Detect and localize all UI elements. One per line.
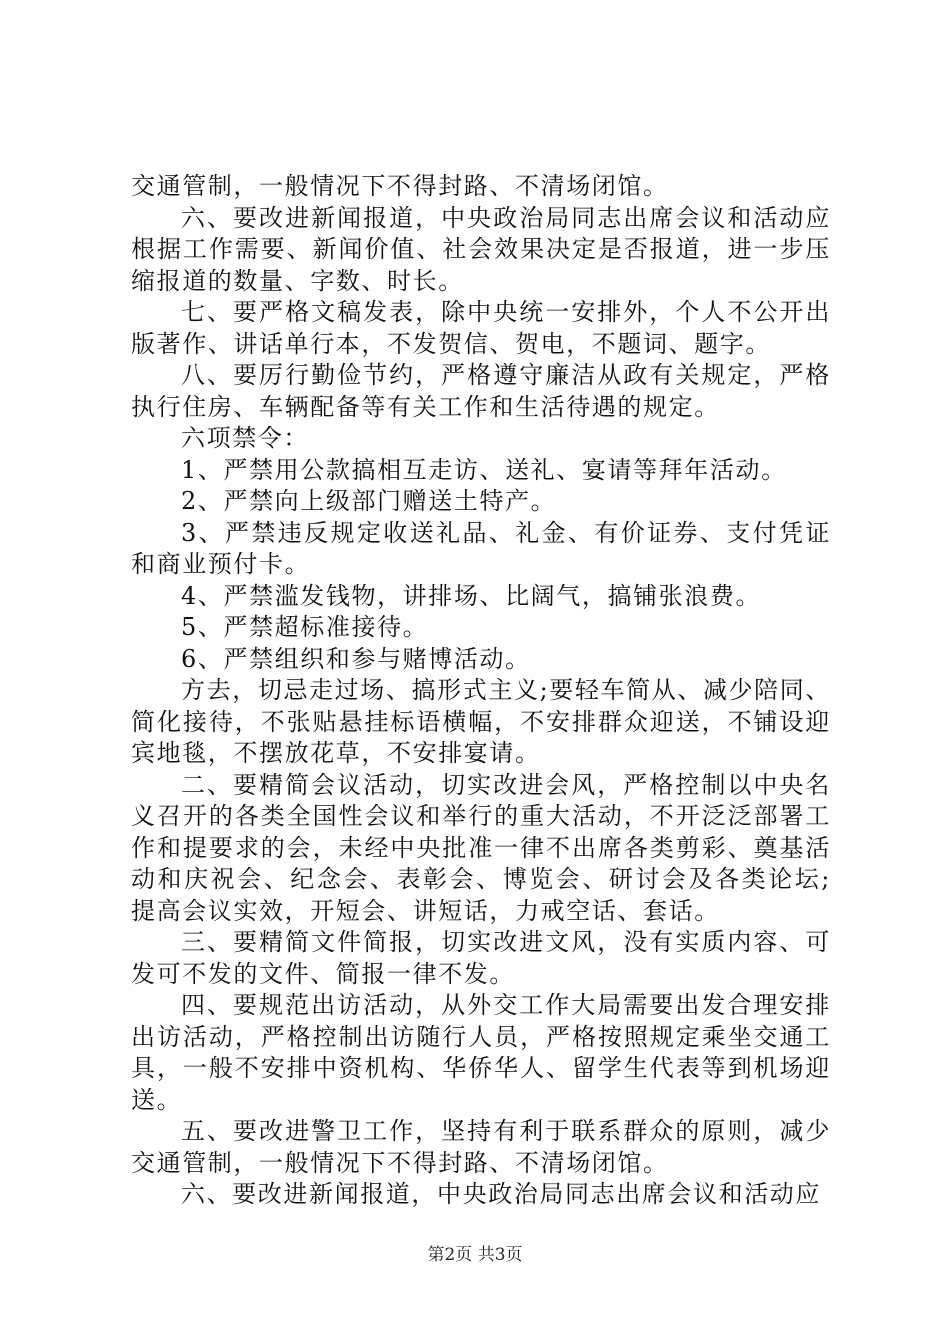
paragraph-item-6-news-repeat: 六、要改进新闻报道，中央政治局同志出席会议和活动应 [181,1180,821,1208]
ban-item-4: 4、严禁滥发钱物，讲排场、比阔气，搞铺张浪费。 [181,581,762,610]
paragraph-continuation: 交通管制，一般情况下不得封路、不清场闭馆。 [131,172,669,200]
paragraph-item-7-manuscripts: 七、要严格文稿发表，除中央统一安排外，个人不公开出版著作、讲话单行本，不发贺信、贺电，不题词、题字。 [131,298,831,358]
document-body [131,171,831,1211]
section-heading-six-bans: 六项禁令： [181,424,309,452]
ban-item-2: 2、严禁向上级部门赠送土特产。 [181,487,557,515]
ban-item-6: 6、严禁组织和参与赌博活动。 [181,644,531,673]
paragraph-item-2-meetings: 二、要精简会议活动，切实改进会风，严格控制以中央名义召开的各类全国性会议和举行的重大活动，不开泛泛部署工作和提要求的会，未经中央批准一律不出席各类剪彩、奠基活动和庆祝会、纪念会、表彰会、博览会、研讨会及各类论坛;提高会议实效，开短会、讲短话，力戒空话、套话。 [131,770,831,925]
ban-item-1: 1、严禁用公款搞相互走访、送礼、宴请等拜年活动。 [181,455,787,484]
paragraph-item-4-visits: 四、要规范出访活动，从外交工作大局需要出发合理安排出访活动，严格控制出访随行人员，严格按照规定乘坐交通工具，一般不安排中资机构、华侨华人、留学生代表等到机场迎送。 [131,991,831,1114]
paragraph-item-5-security: 五、要改进警卫工作，坚持有利于联系群众的原则，减少交通管制，一般情况下不得封路、不清场闭馆。 [131,1117,831,1177]
ban-item-3: 3、严禁违反规定收送礼品、礼金、有价证券、支付凭证和商业预付卡。 [131,518,831,578]
paragraph-item-3-documents: 三、要精简文件简报，切实改进文风，没有实质内容、可发可不发的文件、简报一律不发。 [131,928,831,988]
paragraph-item-8-frugality: 八、要厉行勤俭节约，严格遵守廉洁从政有关规定，严格执行住房、车辆配备等有关工作和生活待遇的规定。 [131,361,831,421]
ban-item-5: 5、严禁超标准接待。 [181,613,429,641]
paragraph-reception-rules: 方去，切忌走过场、搞形式主义;要轻车简从、减少陪同、简化接待，不张贴悬挂标语横幅，不安排群众迎送，不铺设迎宾地毯，不摆放花草，不安排宴请。 [131,676,831,767]
paragraph-item-6-news: 六、要改进新闻报道，中央政治局同志出席会议和活动应根据工作需要、新闻价值、社会效果决定是否报道，进一步压缩报道的数量、字数、时长。 [131,203,831,295]
page-footer: 第2页 共3页 [427,1245,523,1265]
